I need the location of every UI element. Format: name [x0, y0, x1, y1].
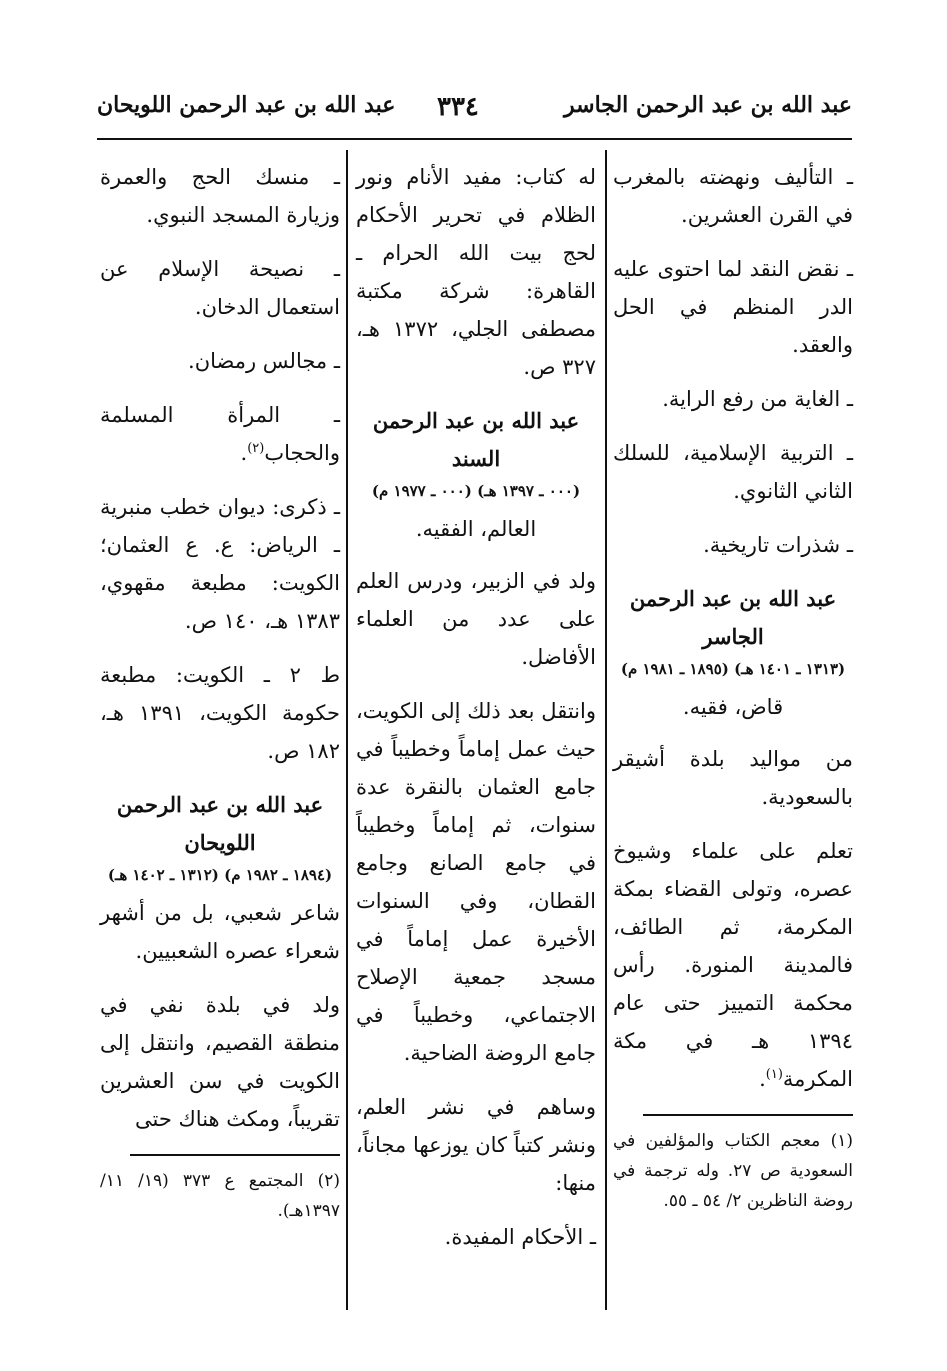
- list-item: [100, 396, 340, 472]
- running-head-left: عبد الله بن عبد الرحمن اللويحان: [97, 92, 396, 118]
- entry-heading: عبد الله بن عبد الرحمن اللويحان: [116, 792, 324, 855]
- list-item: ـ مجالس رمضان.: [188, 349, 340, 373]
- running-head-right: عبد الله بن عبد الرحمن الجاسر: [564, 92, 852, 118]
- paragraph-text: تعلم على علماء وشيوخ عصره، وتولى القضاء بمكة المكرمة، ثم الطائف، فالمدينة المنورة. رأس محكمة التمييز حتى عام ١٣٩٤ هـ في مكة المكرمة: [613, 839, 853, 1091]
- entry-paragraph: وساهم في نشر العلم، ونشر كتباً كان يوزعها مجاناً، منها:: [356, 1095, 596, 1195]
- footnote: (٢) المجتمع ع ٣٧٣ (١٩/ ١١/ ١٣٩٧هـ).: [100, 1171, 341, 1221]
- list-item: ـ ذكرى: ديوان خطب منبرية ـ الرياض: ع. ع العثمان؛ الكويت: مطبعة مقهوي، ١٣٨٣ هـ، ١٤٠ ص.: [100, 495, 340, 633]
- column-divider-right: [605, 150, 607, 1310]
- entry-paragraph: ولد في بلدة نفي في منطقة القصيم، وانتقل إلى الكويت في سن العشرين تقريباً، ومكث هناك حتى: [100, 993, 340, 1131]
- column-left: [100, 158, 340, 1226]
- list-item: ـ الأحكام المفيدة.: [444, 1225, 596, 1249]
- entry-heading: عبد الله بن عبد الرحمن الجاسر: [629, 586, 837, 649]
- page-header: [97, 92, 852, 132]
- punctuation: .: [759, 1067, 766, 1091]
- list-item-text: ـ المرأة المسلمة والحجاب: [100, 403, 340, 465]
- edition-paragraph: ط ٢ ـ الكويت: مطبعة حكومة الكويت، ١٣٩١ هـ، ١٨٢ ص.: [100, 663, 340, 763]
- entry-dates: (٠٠٠ ـ ١٣٩٧ هـ) (٠٠٠ ـ ١٩٧٧ م): [371, 482, 581, 500]
- list-item: ـ الغاية من رفع الراية.: [662, 387, 853, 411]
- book-paragraph: له كتاب: مفيد الأنام ونور الظلام في تحرير الأحكام لحج بيت الله الحرام ـ القاهرة: شركة مكتبة مصطفى الجلي، ١٣٧٢ هـ، ٣٢٧ ص.: [356, 165, 596, 379]
- list-item: ـ شذرات تاريخية.: [703, 533, 853, 557]
- list-item: ـ منسك الحج والعمرة وزيارة المسجد النبوي.: [100, 165, 340, 227]
- footnote: (١) معجم الكتاب والمؤلفين في السعودية ص ٢٧. وله ترجمة في روضة الناظرين ٢/ ٥٤ ـ ٥٥.: [613, 1131, 854, 1211]
- footnote-rule: [130, 1154, 340, 1156]
- entry-paragraph: شاعر شعبي، بل من أشهر شعراء عصره الشعبيين.: [100, 901, 340, 963]
- entry-dates: (١٨٩٤ ـ ١٩٨٢ م) (١٣١٢ ـ ١٤٠٢ هـ): [107, 866, 333, 884]
- footnote-rule: [643, 1114, 853, 1116]
- header-rule: [97, 138, 852, 140]
- list-item: ـ نصيحة الإسلام عن استعمال الدخان.: [100, 257, 340, 319]
- entry-paragraph: وانتقل بعد ذلك إلى الكويت، حيث عمل إماماً وخطيباً في جامع العثمان بالنقرة عدة سنوات، ثم إماماً وخطيباً في جامع الصانع وجامع القطان، وفي السنوات الأخيرة عمل إماماً في مسجد جمعية الإصلاح الاجتماعي، وخطيباً في جامع الروضة الضاحية.: [356, 699, 596, 1065]
- list-item: ـ نقض النقد لما احتوى عليه الدر المنظم في الحل والعقد.: [613, 257, 853, 357]
- entry-dates: (١٣١٣ ـ ١٤٠١ هـ) (١٨٩٥ ـ ١٩٨١ م): [620, 660, 846, 678]
- footnote-ref: (٢): [247, 441, 265, 456]
- punctuation: .: [240, 441, 248, 465]
- entry-paragraph: ولد في الزبير، ودرس العلم على عدد من العلماء الأفاضل.: [356, 569, 596, 669]
- column-divider-left: [346, 150, 348, 1310]
- entry-paragraph: [613, 832, 853, 1098]
- page-number: ٣٣٤: [437, 92, 479, 122]
- list-item: ـ التأليف ونهضته بالمغرب في القرن العشرين.: [613, 165, 853, 227]
- list-item: ـ التربية الإسلامية، للسلك الثاني الثانوي.: [613, 441, 853, 503]
- column-right: [613, 158, 853, 1216]
- footnote-ref: (١): [765, 1067, 783, 1082]
- entry-role: قاض، فقيه.: [682, 695, 784, 719]
- entry-role: العالم، الفقيه.: [415, 517, 537, 541]
- entry-paragraph: من مواليد بلدة أشيقر بالسعودية.: [613, 747, 853, 809]
- column-middle: [356, 158, 596, 1272]
- entry-heading: عبد الله بن عبد الرحمن السند: [372, 408, 580, 471]
